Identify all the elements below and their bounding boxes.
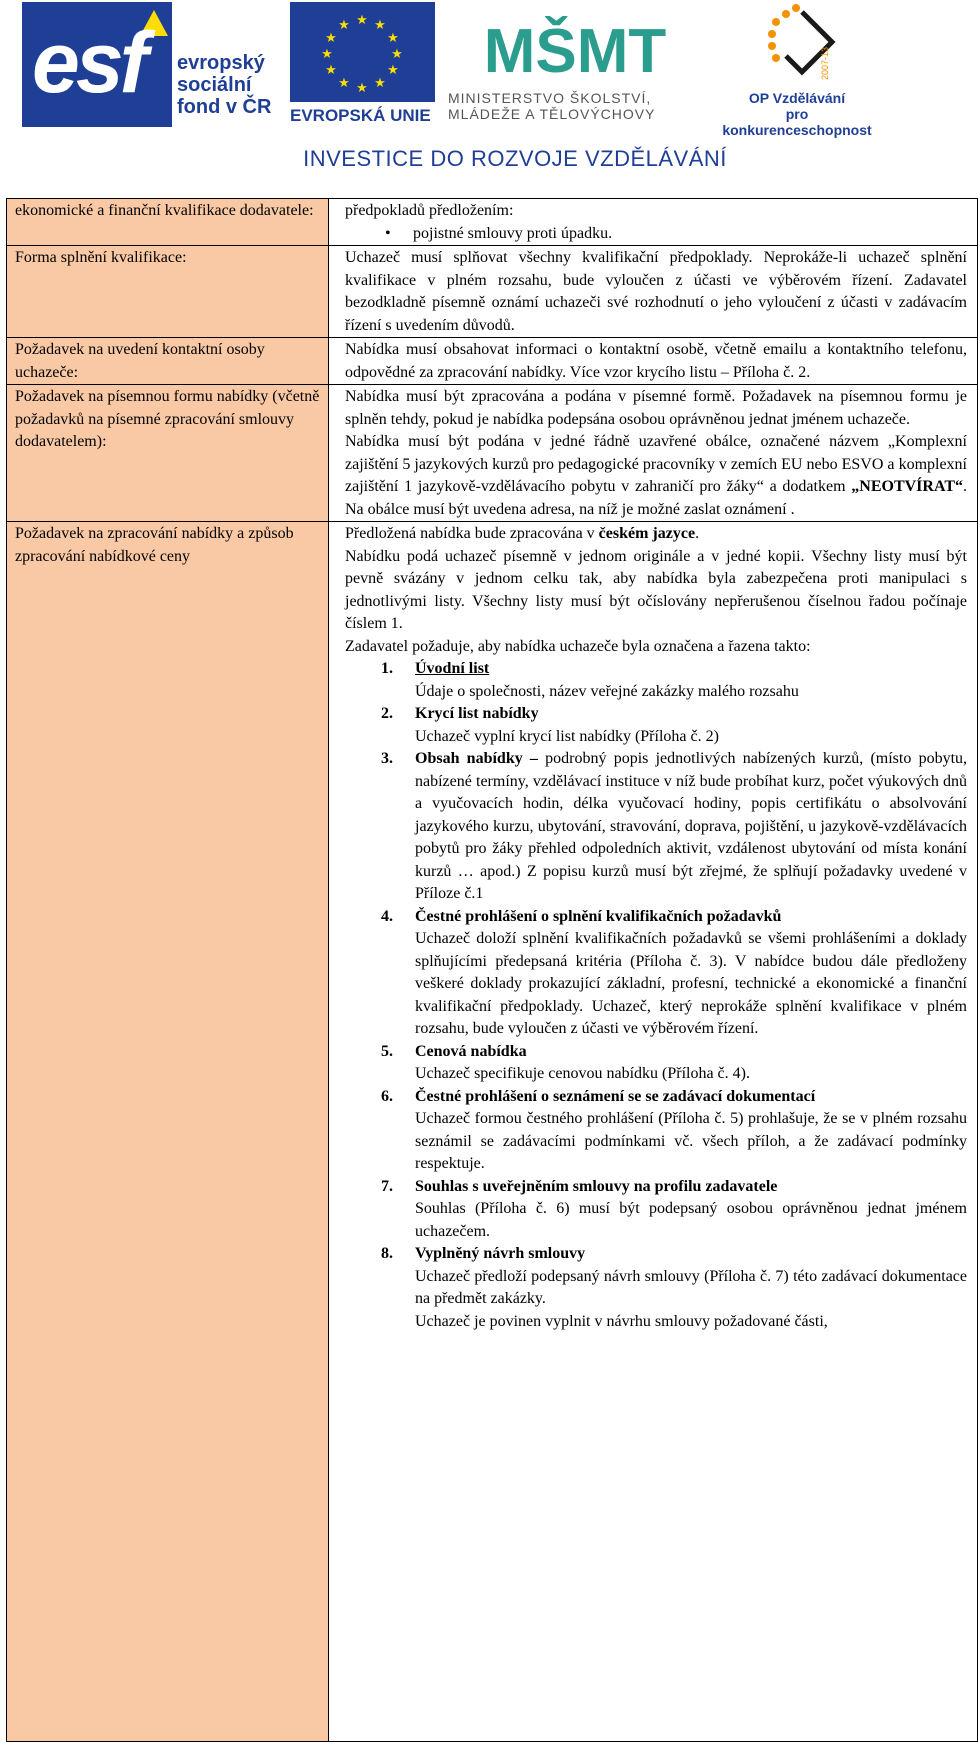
list-item-text: Uchazeč doloží splnění kvalifikačních požadavků se všemi prohlášeními a doklady splňujícími předepsaná kritéria (Příloha č. 3). V nabídce budou dále předloženy veškeré doklady prokazující základní, profesní, technické a ekonomické a finanční kvalifikační předpoklady. Uchazeč, který neprokáže splnění kvalifikace v plném rozsahu, bude vyloučen z účasti ve výběrovém řízení. [415,930,967,1037]
list-number: 2. [381,705,393,722]
esf-logo [22,2,282,132]
list-item [345,1086,967,1176]
bullet-item: • pojistné smlouvy proti úpadku. [345,223,967,246]
paragraph: Nabídku podá uchazeč písemně v jednom originále a v jedné kopii. Všechny listy musí být pevně svázány v jednom celku tak, aby nabídka byla zabezpečena proti manipulaci s jednotlivými listy. Všechny listy musí být očíslovány nepřerušenou číselnou řadou počínaje číslem 1. [345,547,967,632]
list-item-title: Krycí list nabídky [415,705,539,722]
logo-header [0,0,960,180]
op-line2: pro konkurenceschopnost [722,106,872,138]
list-item-title: Obsah nabídky – [415,750,538,767]
svg-text:★: ★ [356,81,368,96]
svg-text:★: ★ [374,18,386,33]
ordered-list [345,658,967,1311]
list-number: 8. [381,1245,393,1262]
paragraph: Zadavatel požaduje, aby nabídka uchazeče byla označena a řazena takto: [345,637,811,655]
list-number: 5. [381,1042,393,1060]
list-item-title: Vyplněný návrh smlouvy [415,1245,586,1262]
msmt-line2: MLÁDEŽE A TĚLOVÝCHOVY [448,106,656,122]
list-item [345,1041,967,1086]
svg-text:★: ★ [325,31,337,46]
svg-text:★: ★ [391,47,403,62]
list-item-text: Uchazeč specifikuje cenovou nabídku (Příloha č. 4). [415,1065,750,1082]
row-content [329,522,978,1742]
paragraph: Předložená nabídka bude zpracována v českém jazyce. [345,525,700,542]
row-content: Nabídka musí obsahovat informaci o kontaktní osobě, včetně emailu a kontaktního telefonu, odpovědné za zpracování nabídky. Více vzor krycího listu – Příloha č. 2. [329,338,978,385]
list-number: 1. [381,660,393,677]
paragraph: Nabídka musí být podána v jedné řádně uzavřené obálce, označené názvem „Komplexní zajištění 5 jazykových kurzů pro pedagogické pracovníky v zemích EU nebo ESVO a komplexní zajištění 1 jazykově-vzdělávacího pobytu v zahraničí pro žáky“ a dodatkem „NEOTVÍRAT“. Na obálce musí být uvedena adresa, na níž je možné zaslat oznámení . [345,433,967,518]
msmt-line1: MINISTERSTVO ŠKOLSTVÍ, [448,90,652,106]
list-item-text: Uchazeč předloží podepsaný návrh smlouvy (Příloha č. 7) této zadávací dokumentace na předmět zakázky. [415,1267,967,1307]
table-row [7,246,978,338]
eu-logo [290,2,440,130]
op-line1: OP Vzdělávání [748,90,846,106]
svg-text:★: ★ [374,76,386,91]
msmt-logo [448,2,703,130]
paragraph: předpokladů předložením: [345,202,514,219]
tail-paragraph: Uchazeč je povinen vyplnit v návrhu smlouvy požadované části, [415,1312,828,1330]
row-label: Požadavek na uvedení kontaktní osoby uchazeče: [7,338,329,385]
list-number: 7. [381,1177,393,1195]
op-years: 2007-13 [820,46,830,80]
table-row [7,338,978,385]
list-number: 3. [381,750,393,767]
requirements-table [6,198,978,1742]
list-item-text: Uchazeč vyplní krycí list nabídky (Příloha č. 2) [415,727,719,745]
neotvirat-label: „NEOTVÍRAT“ [851,478,963,495]
msmt-mark-icon [483,2,667,87]
svg-text:★: ★ [387,63,399,78]
esf-line1: evropský [177,52,265,74]
list-item-title: Úvodní list [415,660,490,677]
eu-stars-icon [290,2,435,102]
list-number: 6. [381,1087,393,1105]
list-item-text: Souhlas (Příloha č. 6) musí být podepsaný osobou oprávněnou jednat jménem uchazečem. [415,1200,967,1240]
row-label: ekonomické a finanční kvalifikace dodavatele: [7,199,329,246]
list-item [345,748,967,906]
paragraph: Nabídka musí být zpracována a podána v písemné formě. Požadavek na písemnou formu je splněn tehdy, pokud je nabídka podepsána osobou oprávněnou jednat jménem uchazeče. [345,388,967,428]
svg-text:★: ★ [338,76,350,91]
invest-title [0,146,900,172]
row-label: Požadavek na zpracování nabídky a způsob zpracování nabídkové ceny [7,522,329,1742]
row-content: Uchazeč musí splňovat všechny kvalifikační předpoklady. Neprokáže-li uchazeč splnění kvalifikace v plném rozsahu, bude vyloučen z účasti ve výběrovém řízení. Zadavatel bezodkladně písemně oznámí uchazeči své rozhodnutí o jeho vyloučení z účasti v zadávacím řízení s uvedením důvodů. [329,246,978,338]
list-item-text: Uchazeč formou čestného prohlášení (Příloha č. 5) prohlašuje, že se v plném rozsahu seznámil se zadávacími podmínkami vč. všech příloh, a že zadávací podmínky respektuje. [415,1110,967,1172]
table-row [7,385,978,522]
list-item [345,1176,967,1244]
esf-line3: fond v ČR [177,96,272,118]
svg-text:★: ★ [387,31,399,46]
list-item [345,906,967,1041]
row-content [329,199,978,246]
language-label: českém jazyce [598,525,696,542]
table-row [7,522,978,1742]
msmt-mark-text: MŠMT [483,17,667,86]
row-content [329,385,978,522]
svg-text:★: ★ [325,63,337,78]
list-item-title: Čestné prohlášení o seznámení se se zadávací dokumentací [415,1087,816,1105]
svg-text:★: ★ [356,13,368,28]
list-item [345,703,967,748]
op-logo [712,2,882,138]
esf-line2: sociální [177,74,252,96]
list-item [345,658,967,703]
list-item-title: Čestné prohlášení o splnění kvalifikačních požadavků [415,907,782,925]
invest-text: INVESTICE DO ROZVOJE VZDĚLÁVÁNÍ [303,146,727,171]
esf-letters: esf [32,15,145,111]
row-label: Požadavek na písemnou formu nabídky (včetně požadavků na písemné zpracování smlouvy dodavatelem): [7,385,329,522]
row-label: Forma splnění kvalifikace: [7,246,329,338]
eu-text: EVROPSKÁ UNIE [290,106,431,125]
list-item-title: Souhlas s uveřejněním smlouvy na profilu zadavatele [415,1177,778,1195]
svg-text:★: ★ [321,47,333,62]
table-row [7,199,978,246]
op-mark-icon [762,2,842,82]
list-item-text: podrobný popis jednotlivých nabízených kurzů, (místo pobytu, nabízené termíny, vzdělávací instituce v níž bude probíhat kurz, počet výukových dnů a vyučovacích hodin, délka vyučovací hodiny, popis certifikátu o absolvování jazykového kurzu, ubytování, stravování, doprava, pojištění, u jazykově-vzdělávacích pobytů pro žáky přehled odpoledních aktivit, vzdálenost ubytování od místa konání kurzů … apod.) Z popisu kurzů musí být zřejmé, že splňují požadavky uvedené v Příloze č.1 [415,750,968,902]
list-item [345,1243,967,1311]
list-number: 4. [381,907,393,925]
list-item-text: Údaje o společnosti, název veřejné zakázky malého rozsahu [415,682,799,700]
list-item-title: Cenová nabídka [415,1042,527,1060]
svg-text:★: ★ [338,18,350,33]
